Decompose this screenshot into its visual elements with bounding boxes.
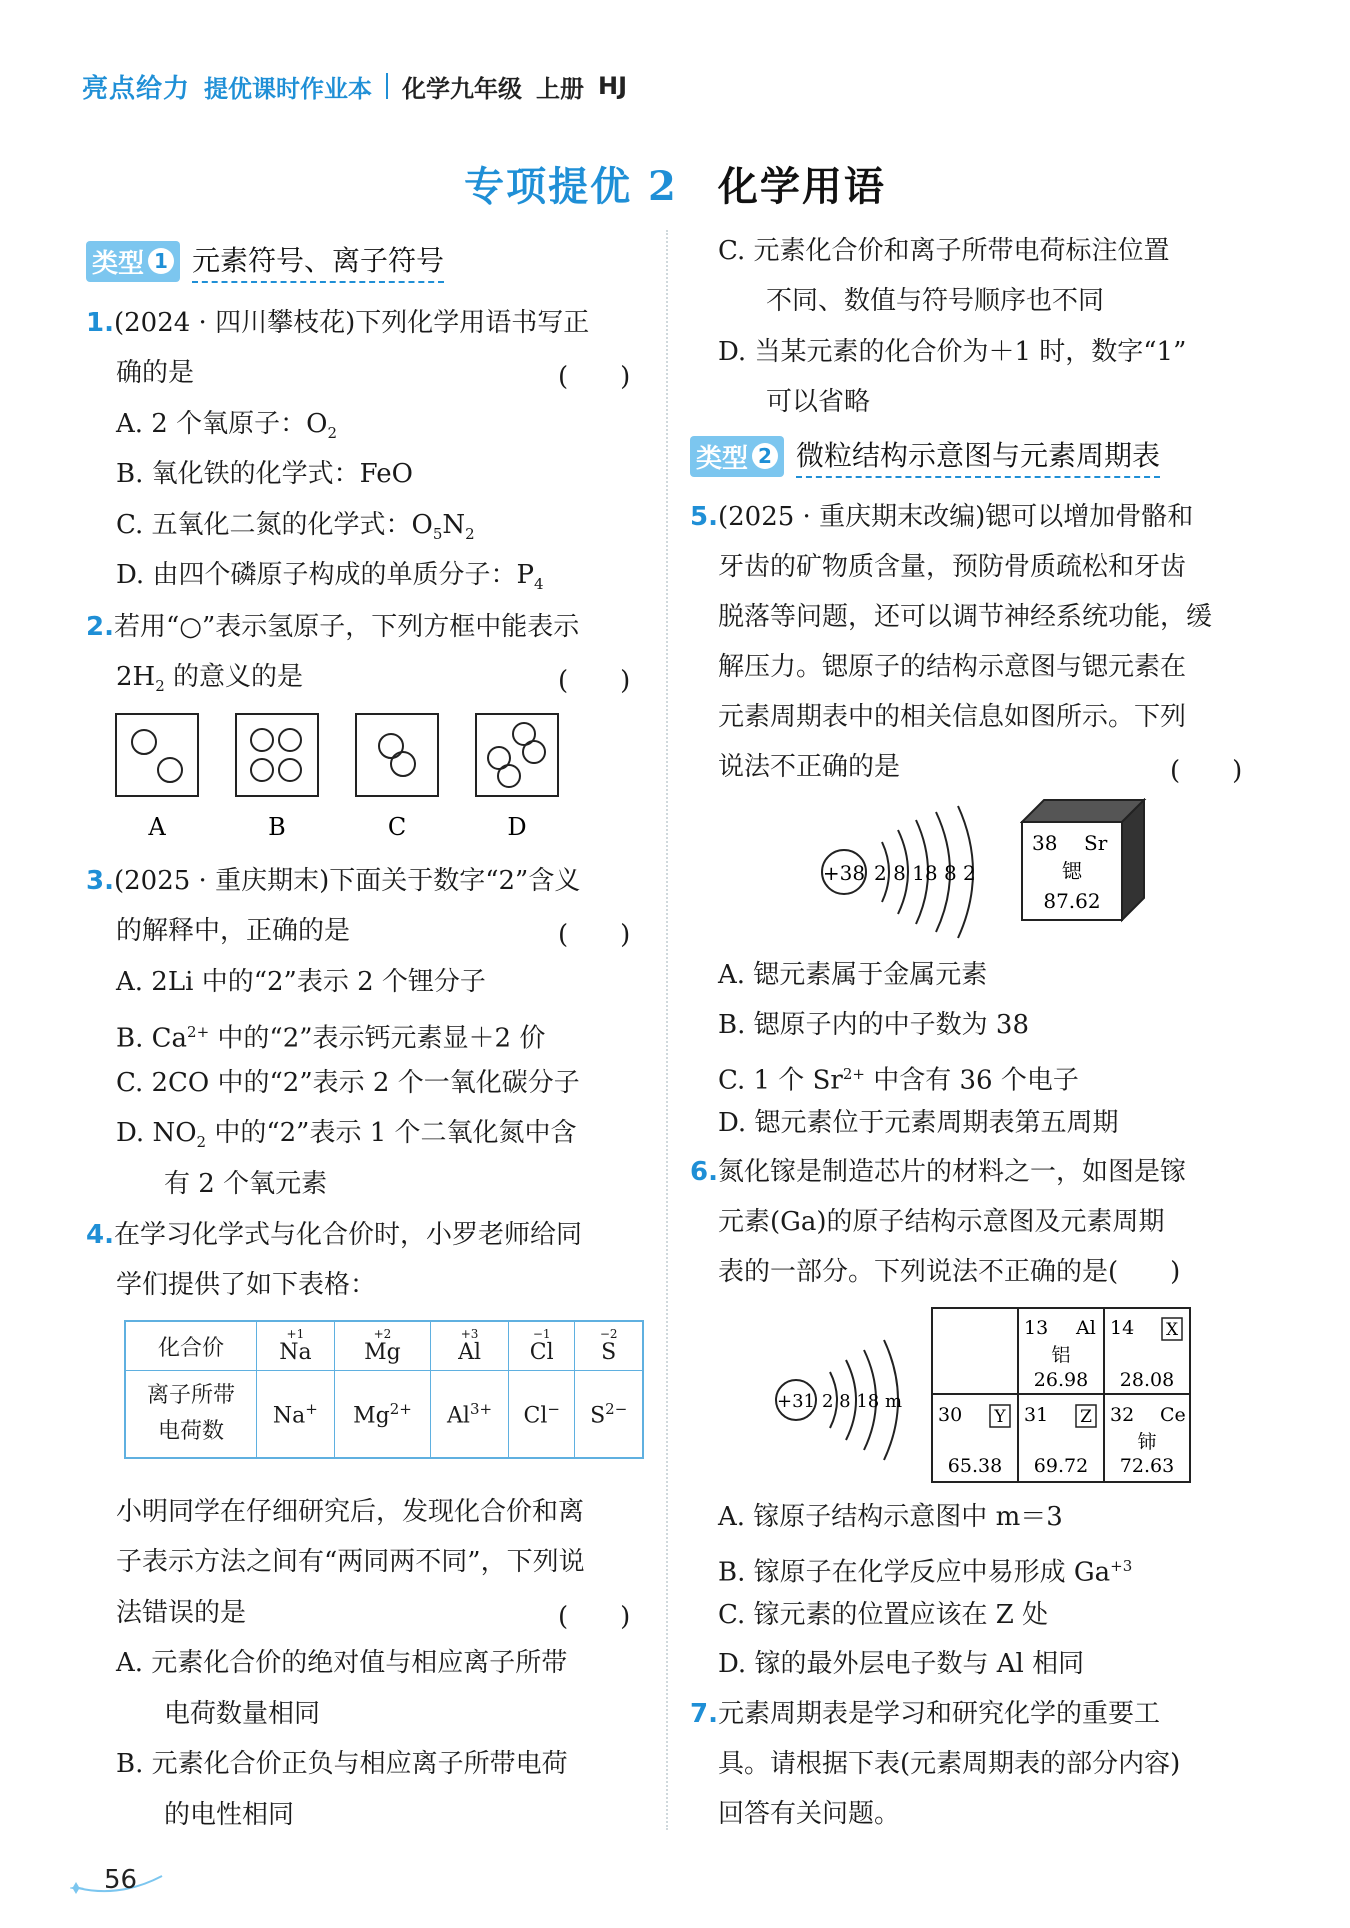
q4-stem-line5: 法错误的是 bbox=[116, 1598, 247, 1628]
header-volume: 上册 bbox=[536, 74, 585, 103]
q1-stem-line2: 确的是 bbox=[116, 358, 195, 388]
q6-option-d: D. 镓的最外层电子数与 Al 相同 bbox=[718, 1649, 1085, 1679]
table-cell: Cl− bbox=[509, 1371, 575, 1459]
svg-text:铝: 铝 bbox=[1051, 1344, 1071, 1366]
box-c bbox=[356, 714, 438, 796]
header-divider bbox=[386, 73, 388, 99]
q7-stem-line3: 回答有关问题。 bbox=[718, 1799, 901, 1829]
q5-stem-line3: 脱落等问题，还可以调节神经系统功能，缓 bbox=[718, 602, 1213, 632]
q1-option-a: A. 2 个氧原子：$O_2$ bbox=[116, 409, 337, 443]
svg-text:Ce: Ce bbox=[1160, 1404, 1186, 1426]
svg-text:28.08: 28.08 bbox=[1119, 1369, 1175, 1391]
q7-stem-line2: 具。请根据下表(元素周期表的部分内容) bbox=[718, 1749, 1181, 1779]
q3-stem-line2: 的解释中，正确的是 bbox=[116, 916, 351, 946]
section-title: 微粒结构示意图与元素周期表 bbox=[796, 434, 1160, 478]
q3-option-d-line2: 有 2 个氧元素 bbox=[164, 1169, 328, 1199]
q4-option-b: B. 元素化合价正负与相应离子所带电荷 bbox=[116, 1749, 568, 1779]
title-part: 专项提优 2 bbox=[464, 163, 678, 210]
q5-stem-line5: 元素周期表中的相关信息如图所示。下列 bbox=[718, 702, 1187, 732]
gallium-atom-diagram bbox=[774, 1330, 924, 1470]
row-head-ion-charge: 离子所带 电荷数 bbox=[125, 1371, 257, 1459]
box-label-a: A bbox=[148, 813, 166, 841]
q1-option-d: D. 由四个磷原子构成的单质分子：$P_4$ bbox=[116, 560, 544, 594]
table-cell: +1 Na bbox=[257, 1321, 335, 1371]
brand-logo: 亮点给力 bbox=[82, 73, 191, 104]
q3-option-d: D. $NO_2$ 中的“2”表示 1 个二氧化氮中含 bbox=[116, 1118, 577, 1152]
table-cell: +3 Al bbox=[431, 1321, 509, 1371]
table-cell: +2 Mg bbox=[334, 1321, 430, 1371]
element-symbol: Sr bbox=[1084, 831, 1108, 855]
box-label-c: C bbox=[387, 813, 407, 841]
q7-stem-line1: 7.元素周期表是学习和研究化学的重要工 bbox=[690, 1699, 1160, 1729]
valence-ion-table bbox=[124, 1320, 644, 1459]
cell-al bbox=[1024, 1317, 1096, 1391]
q4-option-c: C. 元素化合价和离子所带电荷标注位置 bbox=[718, 236, 1170, 266]
table-cell: $S^{2-}$ bbox=[575, 1371, 643, 1459]
table-cell: $Al^{3+}$ bbox=[431, 1371, 509, 1459]
q5-stem-line2: 牙齿的矿物质含量，预防骨质疏松和牙齿 bbox=[718, 552, 1187, 582]
q1-option-c: C. 五氧化二氮的化学式：$O_5N_2$ bbox=[116, 510, 475, 544]
box-label-b: B bbox=[268, 813, 286, 841]
section-title: 元素符号、离子符号 bbox=[192, 239, 444, 283]
header-subject: 化学九年级 bbox=[402, 74, 523, 103]
q1-stem-line1: 1.(2024 · 四川攀枝花)下列化学用语书写正 bbox=[86, 308, 590, 338]
svg-text:13: 13 bbox=[1024, 1317, 1049, 1339]
q2-stem-line1: 2.若用“○”表示氢原子，下列方框中能表示 bbox=[86, 612, 580, 642]
electron-shells: 2 8 18 m bbox=[822, 1391, 903, 1412]
table-row bbox=[125, 1321, 643, 1371]
svg-text:32: 32 bbox=[1110, 1404, 1135, 1426]
table-row bbox=[125, 1371, 643, 1459]
q4-stem-line2: 学们提供了如下表格： bbox=[116, 1270, 377, 1300]
svg-text:72.63: 72.63 bbox=[1119, 1455, 1175, 1477]
q2-molecule-boxes bbox=[114, 712, 574, 842]
cell-x bbox=[1110, 1317, 1182, 1391]
q4-stem-line4: 子表示方法之间有“两同两不同”，下列说 bbox=[116, 1547, 585, 1577]
svg-text:65.38: 65.38 bbox=[947, 1455, 1003, 1477]
svg-text:铈: 铈 bbox=[1137, 1431, 1157, 1453]
atomic-mass: 87.62 bbox=[1043, 889, 1101, 913]
svg-text:30: 30 bbox=[938, 1404, 963, 1426]
cell-y bbox=[938, 1404, 1010, 1477]
q3-option-b: B. $Ca^{2+}$ 中的“2”表示钙元素显＋2 价 bbox=[116, 1023, 546, 1054]
q6-stem-line3: 表的一部分。下列说法不正确的是( ) bbox=[718, 1257, 1181, 1287]
table-cell: −2 S bbox=[575, 1321, 643, 1371]
svg-text:26.98: 26.98 bbox=[1033, 1369, 1089, 1391]
svg-text:14: 14 bbox=[1110, 1317, 1135, 1339]
element-name: 锶 bbox=[1062, 859, 1082, 883]
svg-text:69.72: 69.72 bbox=[1033, 1455, 1089, 1477]
section-type-2 bbox=[690, 433, 1160, 479]
q6-option-a: A. 镓原子结构示意图中 m＝3 bbox=[718, 1502, 1063, 1532]
q4-option-d: D. 当某元素的化合价为＋1 时，数字“1” bbox=[718, 337, 1187, 367]
q5-stem-line1: 5.(2025 · 重庆期末改编)锶可以增加骨骼和 bbox=[690, 502, 1194, 532]
header-edition: HJ bbox=[598, 72, 628, 100]
svg-text:Z: Z bbox=[1080, 1407, 1092, 1427]
q4-stem-line3: 小明同学在仔细研究后，发现化合价和离 bbox=[116, 1497, 585, 1527]
svg-text:X: X bbox=[1165, 1320, 1179, 1340]
q4-option-b-line2: 的电性相同 bbox=[164, 1800, 295, 1830]
q5-answer-blank[interactable]: ( ) bbox=[1170, 756, 1243, 786]
section-badge: 类型 1 bbox=[86, 241, 180, 282]
q6-option-c: C. 镓元素的位置应该在 Z 处 bbox=[718, 1600, 1049, 1630]
q6-stem-line1: 6.氮化镓是制造芯片的材料之一，如图是镓 bbox=[690, 1157, 1186, 1187]
box-a bbox=[116, 714, 198, 796]
q1-answer-blank[interactable]: ( ) bbox=[558, 362, 631, 392]
box-label-d: D bbox=[507, 813, 527, 841]
q4-answer-blank[interactable]: ( ) bbox=[558, 1602, 631, 1632]
table-cell: $Mg^{2+}$ bbox=[334, 1371, 430, 1459]
q5-option-c: C. 1 个 $Sr^{2+}$ 中含有 36 个电子 bbox=[718, 1065, 1079, 1096]
q4-stem-line1: 4.在学习化学式与化合价时，小罗老师给同 bbox=[86, 1220, 582, 1250]
svg-text:Y: Y bbox=[994, 1407, 1006, 1427]
table-cell: Na+ bbox=[257, 1371, 335, 1459]
q3-answer-blank[interactable]: ( ) bbox=[558, 920, 631, 950]
q6-option-b: B. 镓原子在化学反应中易形成 $Ga^{+3}$ bbox=[718, 1557, 1133, 1588]
box-d bbox=[476, 714, 558, 796]
svg-text:Al: Al bbox=[1076, 1317, 1096, 1339]
q5-stem-line6: 说法不正确的是 bbox=[718, 752, 901, 782]
column-divider bbox=[666, 230, 668, 1830]
page-number: 56 bbox=[104, 1865, 138, 1895]
q5-option-a: A. 锶元素属于金属元素 bbox=[718, 960, 988, 990]
strontium-element-cell bbox=[1020, 798, 1150, 928]
q3-stem-line1: 3.(2025 · 重庆期末)下面关于数字“2”含义 bbox=[86, 866, 581, 896]
q4-option-d-line2: 可以省略 bbox=[766, 387, 871, 417]
section-type-1 bbox=[86, 238, 444, 284]
nucleus-charge: +38 bbox=[822, 861, 866, 885]
cell-ce bbox=[1110, 1404, 1186, 1477]
q4-option-c-line2: 不同、数值与符号顺序也不同 bbox=[766, 286, 1105, 316]
q4-option-a-line2: 电荷数量相同 bbox=[164, 1699, 321, 1729]
table-cell: −1 Cl bbox=[509, 1321, 575, 1371]
q5-option-b: B. 锶原子内的中子数为 38 bbox=[718, 1010, 1029, 1040]
q2-answer-blank[interactable]: ( ) bbox=[558, 666, 631, 696]
q6-stem-line2: 元素(Ga)的原子结构示意图及元素周期 bbox=[718, 1207, 1165, 1237]
q2-stem-line2: $2H_2$ 的意义的是 bbox=[116, 662, 304, 696]
svg-text:31: 31 bbox=[1024, 1404, 1049, 1426]
periodic-table-fragment bbox=[930, 1306, 1192, 1484]
section-badge: 类型 2 bbox=[690, 436, 784, 477]
cell-z bbox=[1024, 1404, 1096, 1477]
q1-option-b: B. 氧化铁的化学式：FeO bbox=[116, 459, 413, 489]
q5-option-d: D. 锶元素位于元素周期表第五周期 bbox=[718, 1108, 1119, 1138]
q3-option-a: A. 2Li 中的“2”表示 2 个锂分子 bbox=[116, 967, 486, 997]
atomic-number: 38 bbox=[1032, 831, 1058, 855]
q4-option-a: A. 元素化合价的绝对值与相应离子所带 bbox=[116, 1648, 568, 1678]
row-head-valence: 化合价 bbox=[125, 1321, 257, 1371]
series-name: 提优课时作业本 bbox=[204, 74, 373, 103]
header bbox=[82, 66, 627, 106]
nucleus-charge: +31 bbox=[777, 1391, 815, 1412]
q3-option-c: C. 2CO 中的“2”表示 2 个一氧化碳分子 bbox=[116, 1068, 580, 1098]
page-title bbox=[0, 155, 1350, 212]
box-b bbox=[236, 714, 318, 796]
title-topic: 化学用语 bbox=[717, 163, 886, 210]
electron-shells: 2 8 18 8 2 bbox=[874, 861, 976, 885]
q5-stem-line4: 解压力。锶原子的结构示意图与锶元素在 bbox=[718, 652, 1187, 682]
